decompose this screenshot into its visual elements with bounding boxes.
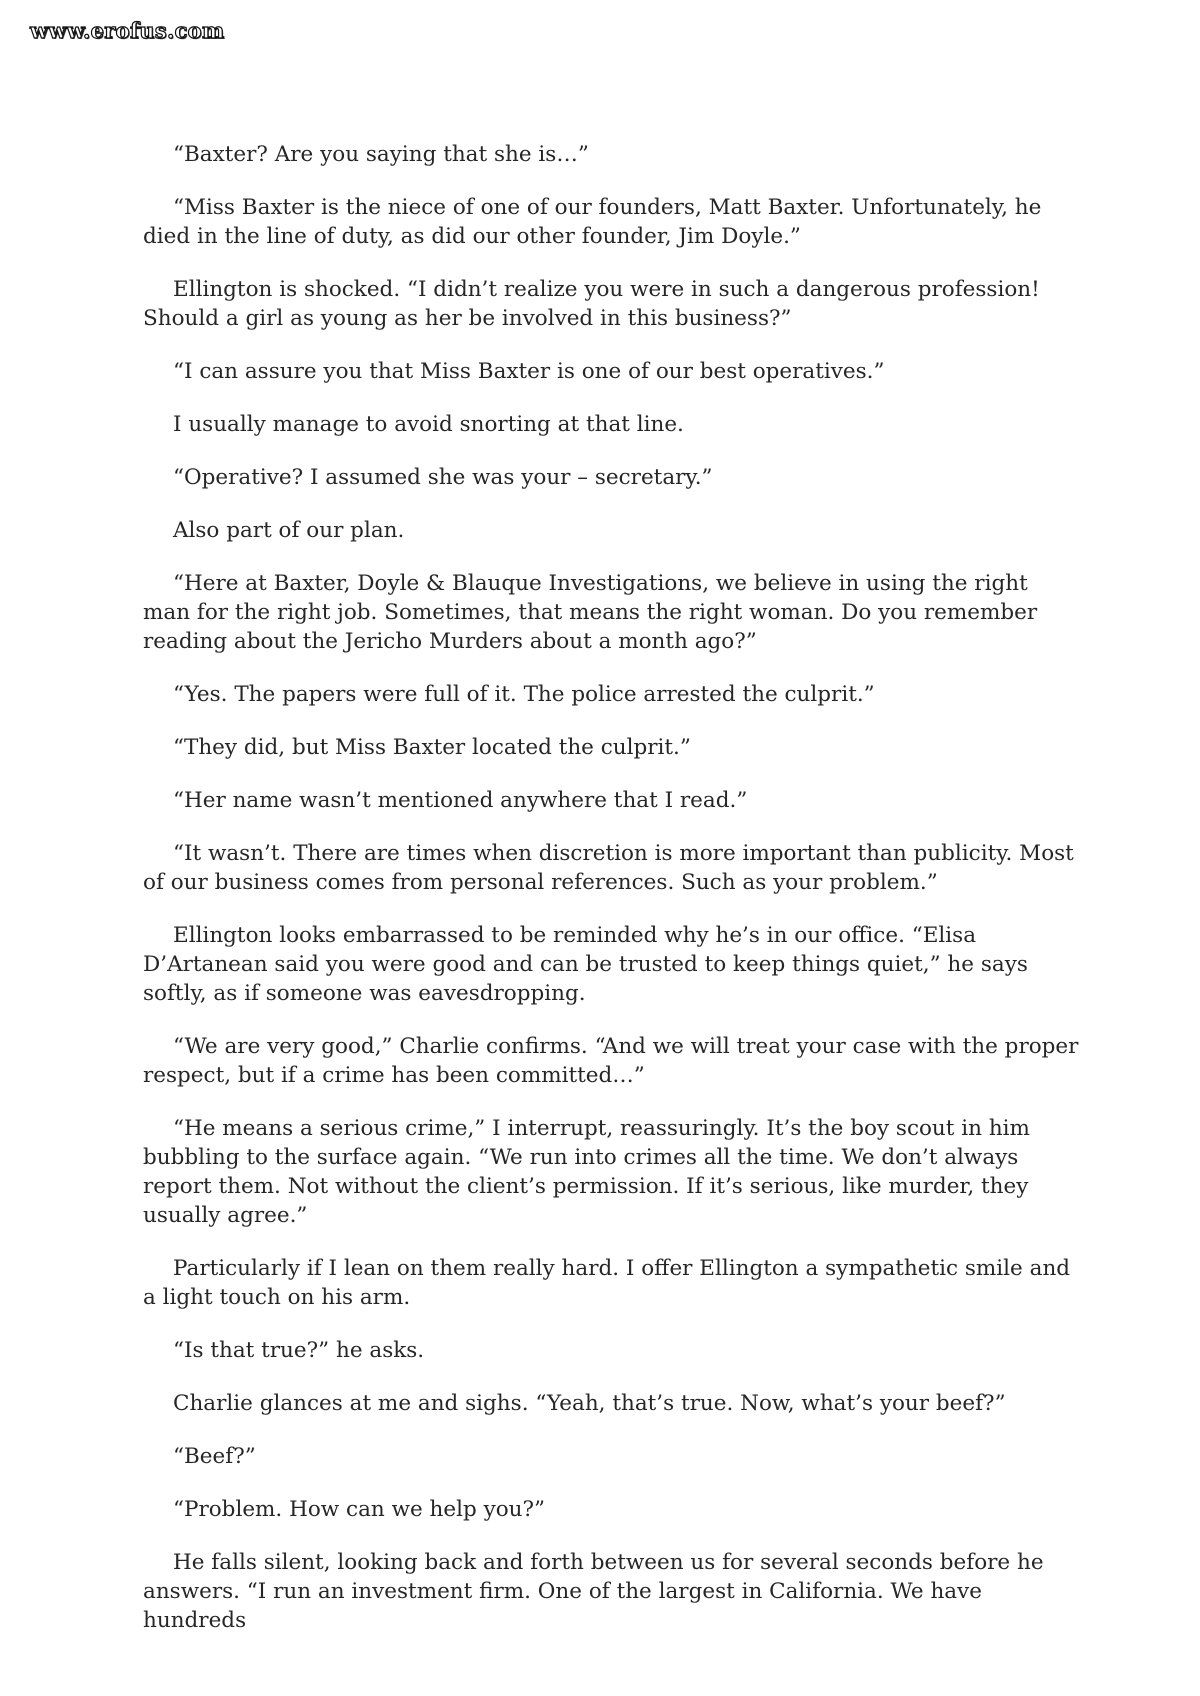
paragraph: “They did, but Miss Baxter located the culprit.” <box>173 735 691 760</box>
paragraph: “He means a serious crime,” I interrupt, reassuringly. It’s the boy scout in him bubbling to the surface again. “We run into crimes all the time. We don’t always report them. Not without the client’s permission. If it’s serious, like murder, they usually agree.” <box>143 1116 1030 1228</box>
paragraph: Charlie glances at me and sighs. “Yeah, that’s true. Now, what’s your beef?” <box>173 1391 1006 1416</box>
paragraph: “We are very good,” Charlie confirms. “And we will treat your case with the proper respect, but if a crime has been committed…” <box>143 1034 1079 1088</box>
page-body <box>143 140 1079 1659</box>
paragraph: Ellington looks embarrassed to be reminded why he’s in our office. “Elisa D’Artanean said you were good and can be trusted to keep things quiet,” he says softly, as if someone was eavesdropping. <box>143 923 1028 1006</box>
paragraph: “Yes. The papers were full of it. The police arrested the culprit.” <box>173 682 875 707</box>
paragraph: “Problem. How can we help you?” <box>173 1497 546 1522</box>
paragraph: “Her name wasn’t mentioned anywhere that I read.” <box>173 788 748 813</box>
paragraph: “Is that true?” he asks. <box>173 1338 425 1363</box>
paragraph: He falls silent, looking back and forth between us for several seconds before he answers. “I run an investment firm. One of the largest in California. We have hundreds <box>143 1550 1044 1633</box>
paragraph: “Baxter? Are you saying that she is…” <box>173 142 589 167</box>
paragraph: “Beef?” <box>173 1444 256 1469</box>
watermark-logo: www.erofus.com <box>30 18 225 43</box>
paragraph: Particularly if I lean on them really hard. I offer Ellington a sympathetic smile and a light touch on his arm. <box>143 1256 1071 1310</box>
paragraph: Also part of our plan. <box>173 518 405 543</box>
paragraph: “I can assure you that Miss Baxter is one of our best operatives.” <box>173 359 885 384</box>
paragraph: Ellington is shocked. “I didn’t realize you were in such a dangerous profession! Should a girl as young as her be involved in this business?” <box>143 277 1040 331</box>
paragraph: I usually manage to avoid snorting at that line. <box>173 412 684 437</box>
paragraph: “Here at Baxter, Doyle & Blauque Investigations, we believe in using the right man for the right job. Sometimes, that means the right woman. Do you remember reading about the Jericho Murders about a month ago?” <box>143 571 1038 654</box>
paragraph: “It wasn’t. There are times when discretion is more important than publicity. Most of our business comes from personal references. Such as your problem.” <box>143 841 1074 895</box>
paragraph: “Miss Baxter is the niece of one of our founders, Matt Baxter. Unfortunately, he died in the line of duty, as did our other founder, Jim Doyle.” <box>143 195 1042 249</box>
paragraph: “Operative? I assumed she was your – secretary.” <box>173 465 713 490</box>
